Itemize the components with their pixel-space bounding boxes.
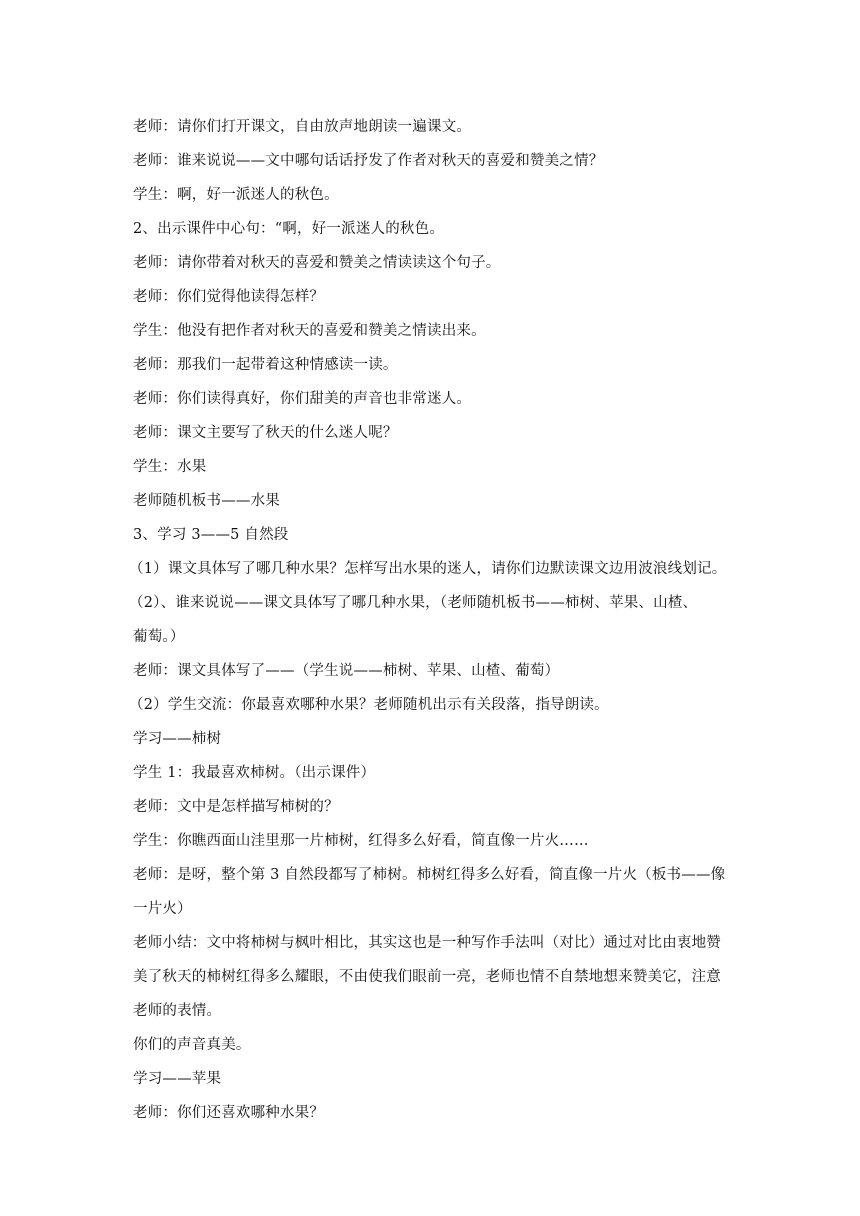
text-line: 老师：那我们一起带着这种情感读一读。 — [133, 357, 398, 373]
text-line: 学生 1：我最喜欢柿树。（出示课件） — [133, 765, 376, 781]
text-line: （2）学生交流：你最喜欢哪种水果？老师随机出示有关段落，指导朗读。 — [129, 697, 609, 713]
text-line: 老师：课文主要写了秋天的什么迷人呢？ — [133, 425, 398, 441]
text-line: 2、出示课件中心句：“啊，好一派迷人的秋色。 — [133, 221, 445, 237]
document-body — [129, 110, 733, 1130]
text-line: 老师：谁来说说——文中哪句话话抒发了作者对秋天的喜爱和赞美之情？ — [133, 153, 604, 169]
text-line: 老师随机板书——水果 — [133, 493, 280, 509]
text-line: 老师：是呀，整个第 3 自然段都写了柿树。柿树红得多么好看，简直像一片火（板书——像 — [133, 867, 726, 883]
text-line: 老师小结：文中将柿树与枫叶相比，其实这也是一种写作手法叫（对比）通过对比由衷地赞 — [133, 935, 721, 951]
text-line: 老师：你们觉得他读得怎样？ — [133, 289, 325, 305]
text-line: 老师：文中是怎样描写柿树的？ — [133, 799, 339, 815]
text-line: （2）、谁来说说——课文具体写了哪几种水果，（老师随机板书——柿树、苹果、山楂、 — [129, 595, 698, 611]
text-line: （1）课文具体写了哪几种水果？怎样写出水果的迷人，请你们边默读课文边用波浪线划记。 — [129, 561, 727, 577]
text-line: 美了秋天的柿树红得多么耀眼，不由使我们眼前一亮，老师也情不自禁地想来赞美它，注意 — [133, 969, 721, 985]
text-line: 学生：啊，好一派迷人的秋色。 — [133, 187, 339, 203]
text-line: 学生：他没有把作者对秋天的喜爱和赞美之情读出来。 — [133, 323, 486, 339]
text-line: 葡萄。） — [133, 629, 185, 645]
text-line: 一片火） — [133, 901, 192, 917]
section-heading: 3、学习 3——5 自然段 — [133, 527, 289, 543]
text-line: 老师：请你们打开课文，自由放声地朗读一遍课文。 — [133, 119, 472, 135]
text-line: 你们的声音真美。 — [133, 1037, 251, 1053]
text-line: 学习——柿树 — [133, 731, 222, 747]
text-line: 老师：你们读得真好，你们甜美的声音也非常迷人。 — [133, 391, 472, 407]
text-line: 老师：请你带着对秋天的喜爱和赞美之情读读这个句子。 — [133, 255, 501, 271]
text-line: 学生：水果 — [133, 459, 207, 475]
text-line: 老师的表情。 — [133, 1003, 222, 1019]
text-line: 学习——苹果 — [133, 1071, 222, 1087]
text-line: 学生：你瞧西面山洼里那一片柿树，红得多么好看，简直像一片火…… — [133, 833, 589, 849]
text-line: 老师：课文具体写了——（学生说——柿树、苹果、山楂、葡萄） — [133, 663, 560, 679]
text-line: 老师：你们还喜欢哪种水果？ — [133, 1105, 325, 1121]
